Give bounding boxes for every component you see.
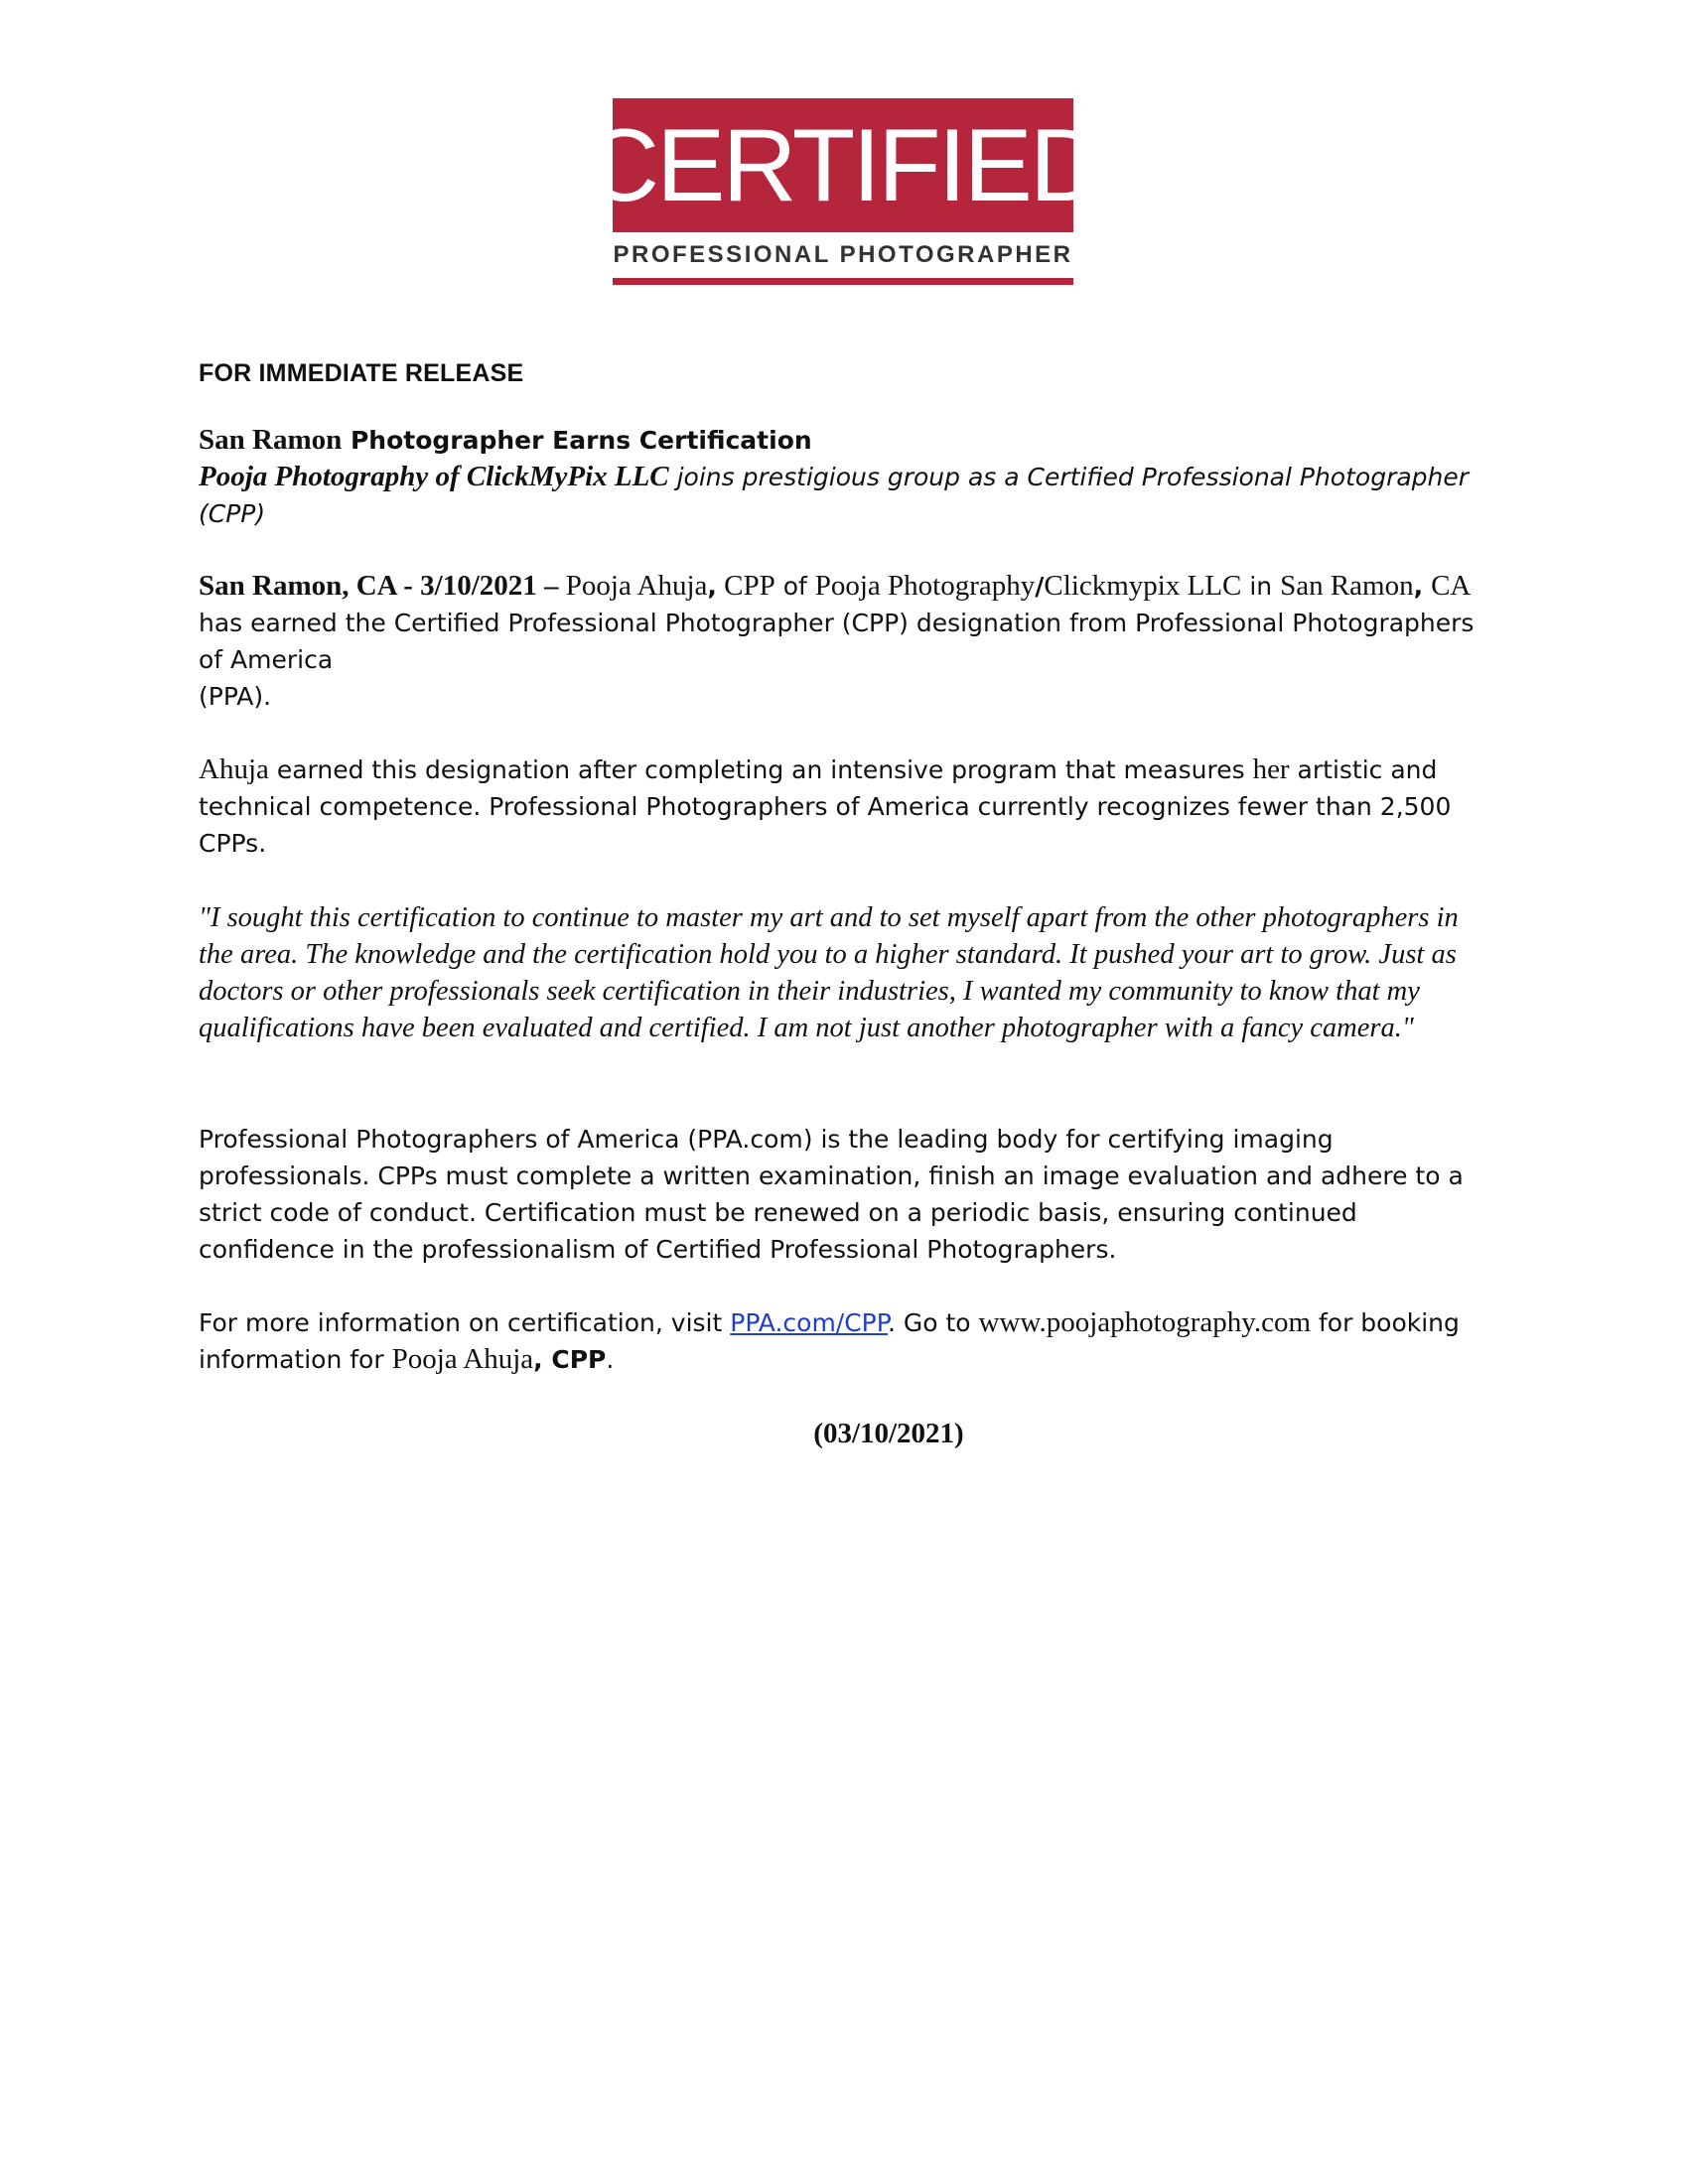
- dateline-studio: Pooja Photography: [814, 570, 1036, 602]
- dateline-comma-2: ,: [1413, 572, 1424, 601]
- subhead-text: joins prestigious group as a Certified Professional Photographer (CPP): [199, 463, 1470, 528]
- para5-person: Pooja Ahuja: [391, 1343, 534, 1375]
- para5-text-3: for booking information for: [199, 1308, 1460, 1374]
- closing-date: (03/10/2021): [813, 1418, 964, 1449]
- logo-word: CERTIFIED: [585, 107, 1102, 223]
- more-info-paragraph: [199, 1304, 1489, 1378]
- logo-subtitle: PROFESSIONAL PHOTOGRAPHER: [613, 232, 1073, 278]
- dateline-text: has earned the Certified Professional Photographer (CPP) designation from Professional Photographers of America: [199, 609, 1475, 674]
- logo-red-panel: [585, 98, 1102, 232]
- dateline-person: Pooja Ahuja: [558, 570, 708, 602]
- designation-paragraph: [199, 751, 1489, 862]
- dateline-ppa: (PPA).: [199, 682, 272, 711]
- subhead-name: Pooja Photography of ClickMyPix LLC: [199, 461, 669, 492]
- dateline-credential: CPP: [716, 570, 775, 602]
- dateline-location-date: San Ramon, CA - 3/10/2021 –: [199, 570, 559, 602]
- dateline-city: San Ramon: [1280, 570, 1414, 602]
- dateline-company: Clickmypix LLC: [1044, 570, 1242, 602]
- para5-text-2: . Go to: [887, 1308, 979, 1337]
- headline: [199, 422, 1489, 532]
- dateline-state: CA: [1431, 570, 1472, 602]
- dateline-of: of: [774, 572, 815, 601]
- para2-name: Ahuja: [199, 753, 269, 785]
- para2-text-1: earned this designation after completing an intensive program that measures: [268, 755, 1253, 784]
- website-text: www.poojaphotography.com: [978, 1306, 1312, 1338]
- para2-text-2: artistic and technical competence. Professional Photographers of America currently recognizes fewer than 2,500 CPPs.: [199, 755, 1452, 858]
- headline-title: Photographer Earns Certification: [342, 426, 812, 455]
- release-label: FOR IMMEDIATE RELEASE: [199, 359, 524, 387]
- para5-text-1: For more information on certification, visit: [199, 1308, 731, 1337]
- ppa-cpp-link[interactable]: PPA.com/CPP: [730, 1308, 888, 1337]
- para2-pronoun: her: [1252, 753, 1290, 785]
- dateline-comma: ,: [707, 572, 717, 601]
- certified-logo: [585, 98, 1102, 287]
- logo-underline: [613, 278, 1073, 285]
- ppa-paragraph: Professional Photographers of America (PPA.com) is the leading body for certifying imaging professionals. CPPs must complete a written examination, finish an image evaluation and adhere to a strict code of conduct. Certification must be renewed on a periodic basis, ensuring continued confidence in the professionalism of Certified Professional Photographers.: [199, 1125, 1464, 1264]
- para5-credential: , CPP: [533, 1345, 607, 1374]
- dateline-slash: /: [1035, 572, 1045, 601]
- quote-paragraph: "I sought this certification to continue to master my art and to set myself apart from the other photographers in the area. The knowledge and the certification hold you to a higher standard. It pushed your art to grow. Just as doctors or other professionals seek certification in their industries, I wanted my community to know that my qualifications have been evaluated and certified. I am not just another photographer with a fancy camera.": [199, 902, 1459, 1043]
- dateline-paragraph: [199, 568, 1489, 715]
- headline-place: San Ramon: [199, 424, 343, 456]
- para5-end: .: [606, 1345, 615, 1374]
- dateline-in: in: [1241, 572, 1281, 601]
